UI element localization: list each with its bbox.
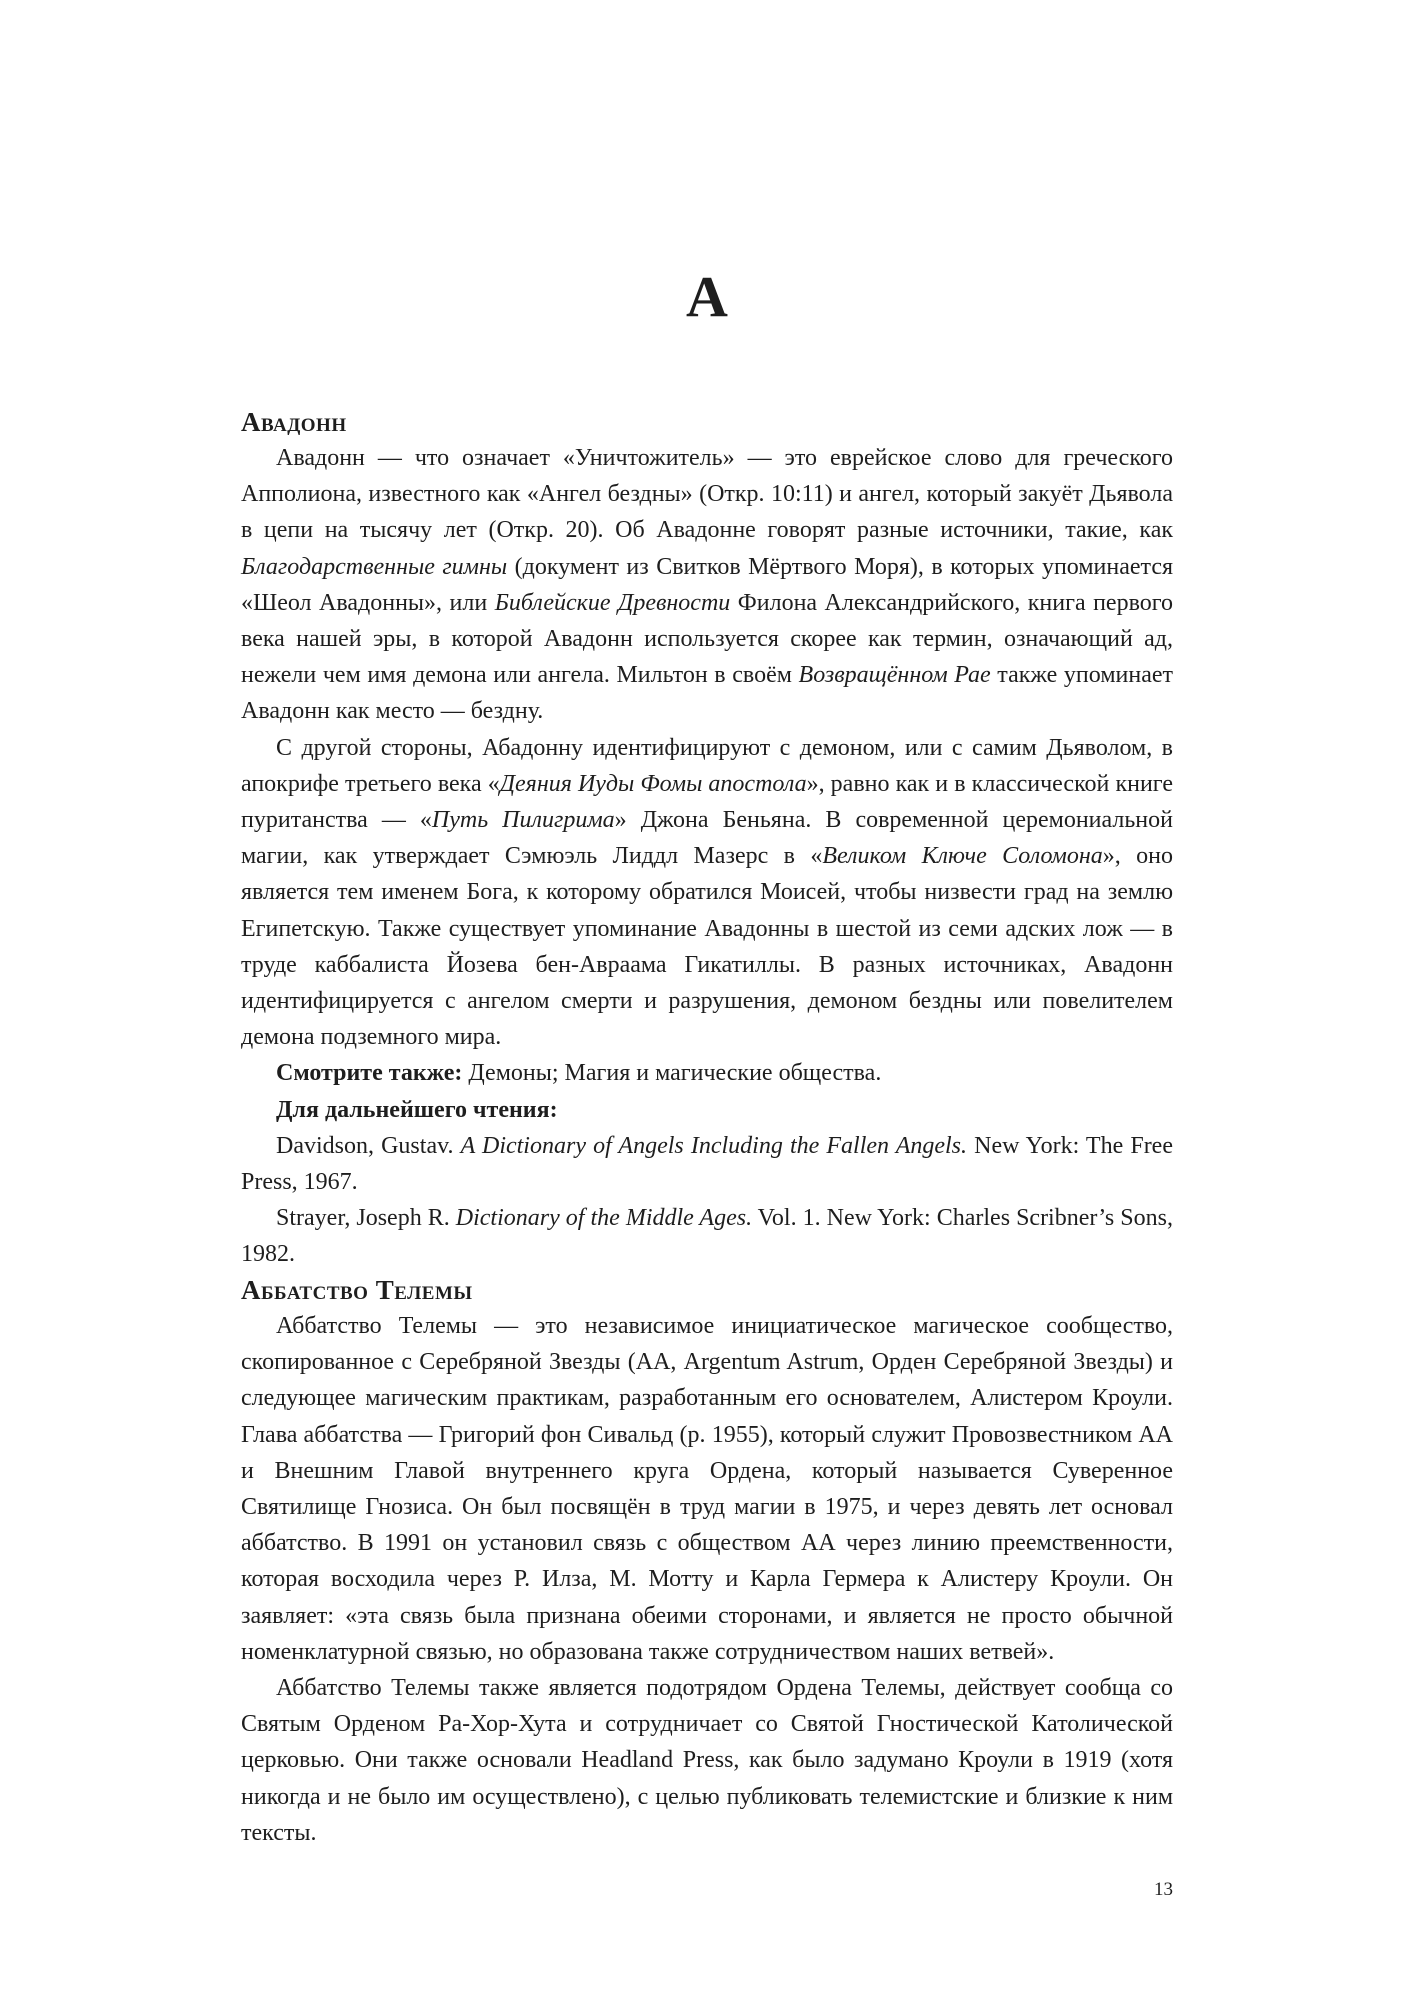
- page-number: 13: [1154, 1879, 1173, 1900]
- reference-publisher: Vol. 1. New York: Charles Scribner’s Sons, 1982.: [241, 1205, 1173, 1268]
- further-reading-heading: [241, 1092, 1173, 1128]
- reference-title: Dictionary of the Middle Ages.: [455, 1205, 753, 1232]
- paragraph-text: », равно как и в классической книге пуританства — «: [241, 770, 1173, 834]
- paragraph-text: (документ из Свитков Мёртвого Моря), в которых упоминается «Шеол Авадонны», или: [241, 553, 1174, 616]
- italic-title: Возвращённом Рае: [798, 662, 991, 689]
- entry-title: Аббатство Телемы: [241, 1275, 473, 1305]
- book-page: [241, 0, 1173, 2000]
- further-reading-label: Для дальнейшего чтения:: [276, 1096, 558, 1123]
- entry-abbey-of-thelema: [241, 1272, 1173, 1851]
- paragraph-text: Филона Александрийского, книга первого века нашей эры, в которой Авадонн используется скорее как термин, означающий ад, нежели чем имя демона или ангела. Мильтон в своём: [241, 589, 1173, 689]
- entry-paragraph: Аббатство Телемы — это независимое инициатическое магическое сообщество, скопированное с Серебряной Звезды (АА, Argentum Astrum, Орден Серебряной Звезды) и следующее магическим практикам, разработанным его основателем, Алистером Кроули. Глава аббатства — Григорий фон Сивальд (р. 1955), который служит Провозвестником АА и Внешним Главой внутреннего круга Ордена, который называется Суверенное Святилище Гнозиса. Он был посвящён в труд магии в 1975, и через девять лет основал аббатство. В 1991 он установил связь с обществом АА через линию преемственности, которая восходила через Р. Илза, М. Мотту и Карла Гермера к Алистеру Кроули. Он заявляет: «эта связь была признана обеими сторонами, и является не просто обычной номенклатурной связью, но образована также сотрудничеством наших ветвей».: [241, 1313, 1173, 1665]
- entry-paragraph: Аббатство Телемы также является подотрядом Ордена Телемы, действует сообща со Святым Орденом Ра-Хор-Хута и сотрудничает со Святой Гностической Католической церковью. Они также основали Headland Press, как было задумано Кроули в 1919 (хотя никогда и не было им осуществлено), с целью публиковать телемистские и близкие к ним тексты.: [241, 1675, 1173, 1846]
- entry-paragraph: [241, 730, 1173, 1056]
- reference-author: Davidson, Gustav.: [276, 1132, 461, 1159]
- paragraph-text: также упоминает Авадонн как место — бездну.: [241, 662, 1173, 725]
- entry-title: Авадонн: [241, 407, 347, 437]
- paragraph-text: Авадонн — что означает «Уничтожитель» — это еврейское слово для греческого Апполиона, известного как «Ангел бездны» (Откр. 10:11) и ангел, который закуёт Дьявола в цепи на тысячу лет (Откр. 20). Об Авадонне говорят разные источники, такие, как: [241, 445, 1173, 544]
- reference-publisher: New York: The Free Press, 1967.: [241, 1132, 1173, 1196]
- section-letter-heading: А: [686, 264, 728, 329]
- reference-author: Strayer, Joseph R.: [276, 1205, 456, 1232]
- italic-title: Деяния Иуды Фомы апостола: [499, 770, 807, 797]
- paragraph-text: », оно является тем именем Бога, к которому обратился Моисей, чтобы низвести град на землю Египетскую. Также существует упоминание Авадонны в шестой из семи адских лож — в труде каббалиста Йозева бен-Авраама Гикатиллы. В разных источниках, Авадонн идентифицируется с ангелом смерти и разрушения, демоном бездны или повелителем демона подземного мира.: [241, 843, 1173, 1051]
- paragraph-text: С другой стороны, Абадонну идентифицируют с демоном, или с самим Дьяволом, в апокрифе третьего века «: [241, 734, 1173, 797]
- italic-title: Благодарственные гимны: [241, 553, 508, 580]
- entry-paragraph: [241, 440, 1173, 730]
- see-also-text: Демоны; Магия и магические общества.: [462, 1060, 882, 1087]
- reference-item: [241, 1200, 1173, 1272]
- see-also: [241, 1055, 1173, 1091]
- see-also-label: Смотрите также:: [276, 1060, 463, 1087]
- entry-abaddon: [241, 404, 1173, 1273]
- italic-title: Путь Пилигрима: [431, 807, 615, 834]
- reference-title: A Dictionary of Angels Including the Fallen Angels.: [460, 1132, 968, 1159]
- italic-title: Библейские Древности: [494, 589, 731, 616]
- italic-title: Великом Ключе Соломона: [822, 843, 1103, 870]
- reference-item: [241, 1128, 1173, 1200]
- paragraph-text: » Джона Беньяна. В современной церемониальной магии, как утверждает Сэмюэль Лиддл Мазерс в «: [241, 807, 1173, 870]
